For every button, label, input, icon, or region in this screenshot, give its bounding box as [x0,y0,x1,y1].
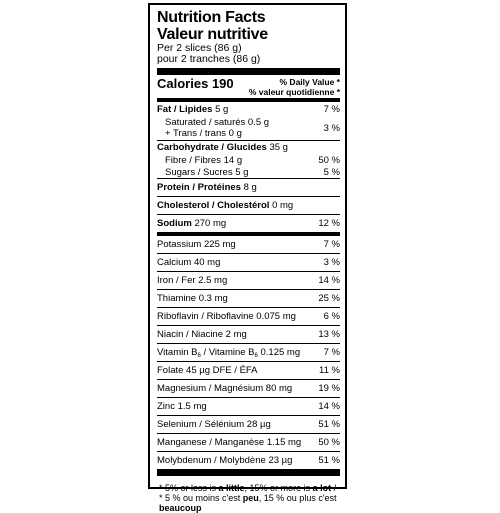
vitamin-b6-percent: 7 % [323,347,340,358]
fibre-row [157,154,340,166]
selenium-row [157,416,340,433]
carbohydrate-amount: 35 g [269,142,288,153]
fat-percent: 7 % [323,103,340,115]
fat-amount: 5 g [215,103,229,115]
niacin-amount: 2 mg [225,329,247,340]
potassium-label: Potassium [157,239,202,250]
saturated-trans-row [157,116,340,140]
serving-size-english: Per 2 slices (86 g) [157,42,242,54]
trans-amount: 0 g [228,128,242,139]
sodium-amount: 270 mg [194,218,227,229]
niacin-percent: 13 % [318,329,340,340]
vitamin-b6-row [157,344,340,361]
sugars-amount: 5 g [235,166,249,178]
manganese-amount: 1.15 mg [266,437,302,448]
molybdenum-row [157,452,340,469]
carbohydrate-row [157,141,340,154]
vitamin-b6-subscript-french: 6 [254,353,258,359]
vitamin-b6-subscript: 6 [197,353,201,359]
vitamin-b6-amount: 0.125 mg [260,347,301,358]
cholesterol-amount: 0 mg [272,200,294,211]
zinc-amount: 1.5 mg [177,401,207,412]
divider-thick [157,68,340,75]
riboflavin-amount: 0.075 mg [256,311,296,322]
daily-value-header-french: % valeur quotidienne * [248,87,340,97]
magnesium-amount: 80 mg [265,383,293,394]
protein-amount: 8 g [243,182,257,193]
divider-thick [157,469,340,476]
thiamine-amount: 0.3 mg [198,293,228,304]
riboflavin-percent: 6 % [323,311,340,322]
daily-value-header-english: % Daily Value * [279,77,340,87]
sodium-label: Sodium [157,218,192,229]
saturated-amount: 0.5 g [247,117,270,128]
manganese-label: Manganese / Manganèse [157,437,265,448]
riboflavin-label: Riboflavin / Riboflavine [157,311,254,322]
thiamine-row [157,290,340,307]
calories-label: Calories [157,76,209,91]
footnote: * 5% or less is a little, 15% or more is a lot / * 5 % ou moins c'est peu, 15 % ou plus c'est beaucoup [159,483,337,513]
iron-row [157,272,340,289]
sugars-percent: 5 % [323,166,340,178]
cholesterol-row [157,197,340,214]
protein-row [157,179,340,196]
carbohydrate-label: Carbohydrate / Glucides [157,142,267,153]
selenium-percent: 51 % [318,419,340,430]
folate-row [157,362,340,379]
sodium-percent: 12 % [318,218,340,229]
title-english: Nutrition Facts [157,9,266,26]
serving-size-french: pour 2 tranches (86 g) [157,53,261,65]
magnesium-label: Magnesium / Magnésium [157,383,264,394]
fibre-amount: 14 g [223,154,243,166]
calcium-percent: 3 % [323,257,340,268]
title-french: Valeur nutritive [157,26,268,43]
selenium-label: Selenium / Sélénium [157,419,245,430]
iron-percent: 14 % [318,275,340,286]
calcium-row [157,254,340,271]
potassium-amount: 225 mg [204,239,236,250]
saturated-label: Saturated / saturés [165,117,246,128]
manganese-row [157,434,340,451]
iron-label: Iron / Fer [157,275,196,286]
molybdenum-amount: 23 µg [268,455,293,466]
fibre-label: Fibre / Fibres [165,154,221,166]
riboflavin-row [157,308,340,325]
saturated-trans-percent: 3 % [323,122,340,134]
zinc-percent: 14 % [318,401,340,412]
selenium-amount: 28 µg [246,419,271,430]
calories-value: 190 [211,76,234,91]
manganese-percent: 50 % [318,437,340,448]
molybdenum-percent: 51 % [318,455,340,466]
vitamin-b6-label-french: / Vitamine B [200,347,255,358]
calcium-label: Calcium [157,257,192,268]
sugars-row [157,166,340,178]
potassium-percent: 7 % [323,239,340,250]
thiamine-percent: 25 % [318,293,340,304]
iron-amount: 2.5 mg [198,275,228,286]
magnesium-row [157,380,340,397]
folate-percent: 11 % [319,365,340,376]
molybdenum-label: Molybdenum / Molybdène [157,455,266,466]
vitamin-b6-label-english: Vitamin B [157,347,198,358]
protein-label: Protein / Protéines [157,182,241,193]
sugars-label: Sugars / Sucres [165,166,233,178]
trans-label: + Trans / trans [165,128,226,139]
fat-row [157,102,340,116]
fat-label: Fat / Lipides [157,103,213,115]
fibre-percent: 50 % [318,154,340,166]
magnesium-percent: 19 % [318,383,340,394]
cholesterol-label: Cholesterol / Cholestérol [157,200,270,211]
folate-label: Folate [157,365,184,376]
nutrition-facts-panel [148,3,347,513]
calories-row [157,75,340,98]
niacin-row [157,326,340,343]
potassium-row [157,236,340,253]
niacin-label: Niacin / Niacine [157,329,223,340]
sodium-row [157,215,340,232]
zinc-label: Zinc [157,401,175,412]
zinc-row [157,398,340,415]
folate-amount: 45 µg DFE / ÉFA [186,365,258,376]
thiamine-label: Thiamine [157,293,197,304]
calcium-amount: 40 mg [193,257,221,268]
